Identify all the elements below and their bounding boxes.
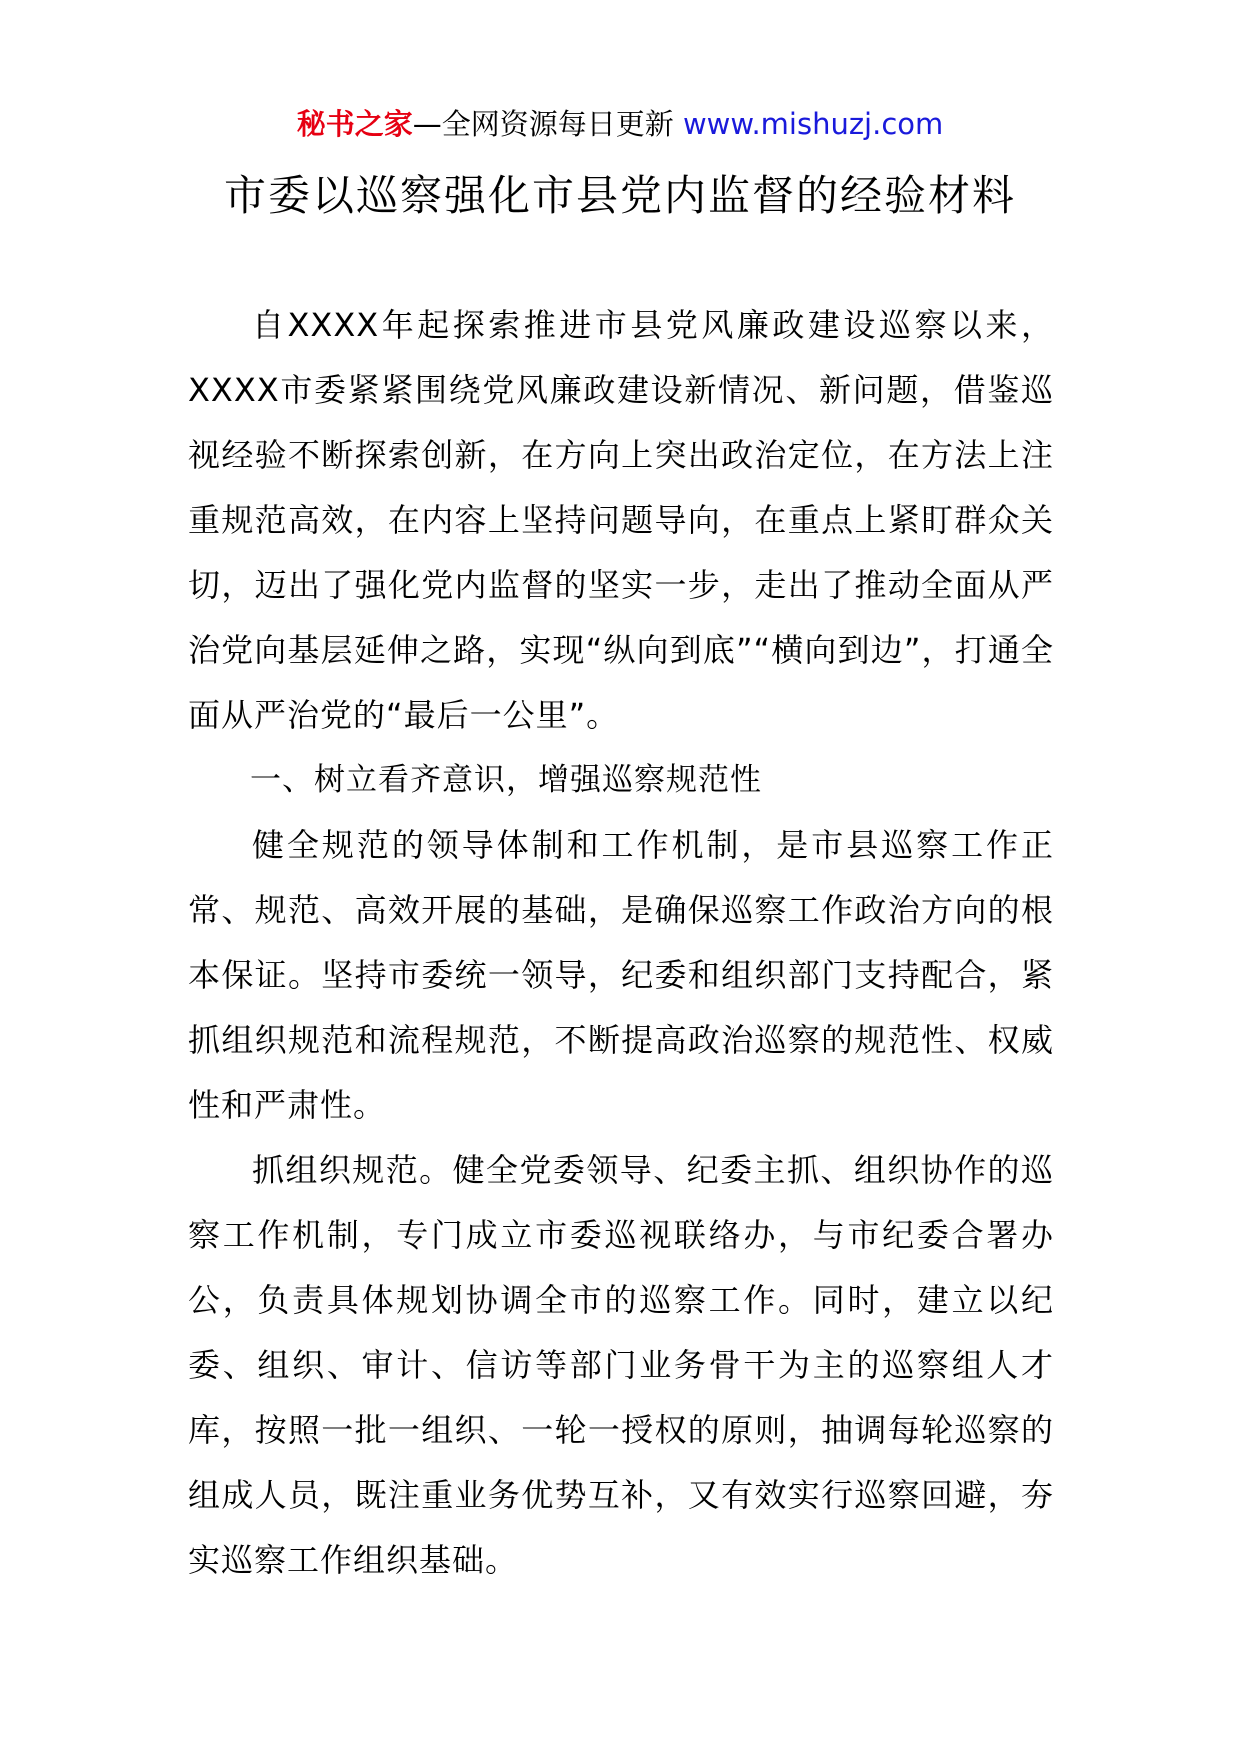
site-banner [0,104,1240,144]
body-paragraph-3: 抓组织规范。健全党委领导、纪委主抓、组织协作的巡察工作机制，专门成立市委巡视联络办，与市纪委合署办公，负责具体规划协调全市的巡察工作。同时，建立以纪委、组织、审计、信访等部门业务骨干为主的巡察组人才库，按照一批一组织、一轮一授权的原则，抽调每轮巡察的组成人员，既注重业务优势互补，又有效实行巡察回避，夯实巡察工作组织基础。 [188,1151,1054,1579]
site-tagline: —全网资源每日更新 [412,107,674,141]
site-url-link[interactable]: www.mishuzj.com [682,107,944,141]
site-brand: 秘书之家 [296,107,413,141]
intro-paragraph: 自XXXX年起探索推进市县党风廉政建设巡察以来，XXXX市委紧紧围绕党风廉政建设新情况、新问题，借鉴巡视经验不断探索创新，在方向上突出政治定位，在方法上注重规范高效，在内容上坚持问题导向，在重点上紧盯群众关切，迈出了强化党内监督的坚实一步，走出了推动全面从严治党向基层延伸之路，实现“纵向到底”“横向到边”，打通全面从严治党的“最后一公里”。 [188,306,1054,734]
body-paragraph-2: 健全规范的领导体制和工作机制，是市县巡察工作正常、规范、高效开展的基础，是确保巡察工作政治方向的根本保证。坚持市委统一领导，纪委和组织部门支持配合，紧抓组织规范和流程规范，不断提高政治巡察的规范性、权威性和严肃性。 [188,826,1054,1124]
document-body [188,293,1054,1593]
section-heading-1: 一、树立看齐意识，增强巡察规范性 [250,762,762,798]
document-title: 市委以巡察强化市县党内监督的经验材料 [223,171,1016,220]
